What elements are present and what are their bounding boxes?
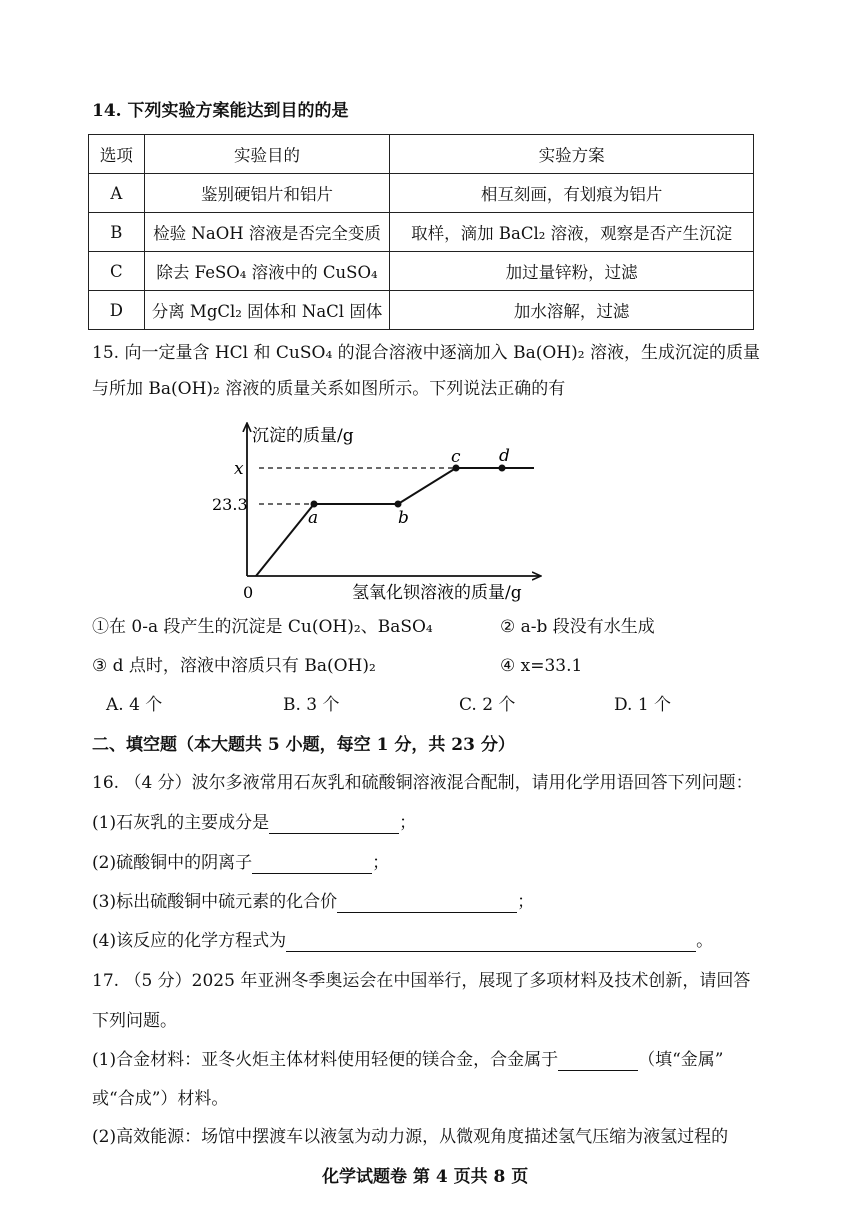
q15-statement-4: ④ x=33.1 xyxy=(500,656,583,676)
q17-p1-cont: 或“合成”）材料。 xyxy=(92,1089,229,1109)
row-plan: 加水溶解，过滤 xyxy=(390,291,754,330)
q16-p4-text: (4)该反应的化学方程式为 xyxy=(92,931,287,951)
data-series-line xyxy=(256,468,534,576)
row-option: D xyxy=(89,291,145,330)
q16-stem: 16. （4 分）波尔多液常用石灰乳和硫酸铜溶液混合配制，请用化学用语回答下列问题： xyxy=(92,773,753,793)
row-option: C xyxy=(89,252,145,291)
row-plan: 加过量锌粉，过滤 xyxy=(390,252,754,291)
y-tick-x: x xyxy=(234,459,244,479)
q15-statement-1: ①在 0-a 段产生的沉淀是 Cu(OH)₂、BaSO₄ xyxy=(92,617,433,637)
row-option: B xyxy=(89,213,145,252)
y-tick-23-3: 23.3 xyxy=(212,495,248,514)
semicolon: ； xyxy=(517,892,535,912)
q17-line1: 17. （5 分）2025 年亚洲冬季奥运会在中国举行，展现了多项材料及技术创新，请回答 xyxy=(92,971,751,991)
q17-p1 xyxy=(92,1049,723,1071)
row-option: A xyxy=(89,174,145,213)
q16-p1 xyxy=(92,812,416,834)
header-option: 选项 xyxy=(89,135,145,174)
q16-p4 xyxy=(92,930,713,952)
section-title: 二、填空题（本大题共 5 小题，每空 1 分，共 23 分） xyxy=(92,735,515,755)
period: 。 xyxy=(696,931,714,951)
option-b: B. 3 个 xyxy=(283,695,340,715)
q16-p3 xyxy=(92,891,534,913)
q15-line1: 15. 向一定量含 HCl 和 CuSO₄ 的混合溶液中逐滴加入 Ba(OH)₂ 溶液，生成沉淀的质量 xyxy=(92,343,760,363)
y-axis-label: 沉淀的质量/g xyxy=(252,426,354,446)
q16-p2 xyxy=(92,852,389,874)
row-purpose: 除去 FeSO₄ 溶液中的 CuSO₄ xyxy=(144,252,390,291)
row-purpose: 分离 MgCl₂ 固体和 NaCl 固体 xyxy=(144,291,390,330)
q15-statement-3: ③ d 点时，溶液中溶质只有 Ba(OH)₂ xyxy=(92,656,376,676)
header-plan: 实验方案 xyxy=(390,135,754,174)
q15-line2: 与所加 Ba(OH)₂ 溶液的质量关系如图所示。下列说法正确的有 xyxy=(92,379,566,399)
point-label-a: a xyxy=(308,508,319,528)
option-c: C. 2 个 xyxy=(459,695,516,715)
q17-p1-hint: （填“金属” xyxy=(638,1050,724,1070)
point-label-c: c xyxy=(451,447,461,467)
x-axis-label: 氢氧化钡溶液的质量/g xyxy=(352,583,522,603)
q16-p3-text: (3)标出硫酸铜中硫元素的化合价 xyxy=(92,892,338,912)
row-purpose: 检验 NaOH 溶液是否完全变质 xyxy=(144,213,390,252)
q16-p1-text: (1)石灰乳的主要成分是 xyxy=(92,813,270,833)
q17-p2: (2)高效能源：场馆中摆渡车以液氢为动力源，从微观角度描述氢气压缩为液氢过程的 xyxy=(92,1127,729,1147)
answer-blank[interactable] xyxy=(558,1052,638,1071)
header-purpose: 实验目的 xyxy=(144,135,390,174)
answer-blank[interactable] xyxy=(337,894,517,913)
q17-p1-text: (1)合金材料：亚冬火炬主体材料使用轻便的镁合金，合金属于 xyxy=(92,1050,559,1070)
answer-blank[interactable] xyxy=(252,855,372,874)
point-b xyxy=(395,501,402,508)
row-plan: 相互刻画，有划痕为铝片 xyxy=(390,174,754,213)
answer-blank[interactable] xyxy=(269,815,399,834)
semicolon: ； xyxy=(399,813,417,833)
option-a: A. 4 个 xyxy=(106,695,163,715)
page-footer: 化学试题卷 第 4 页共 8 页 xyxy=(322,1167,529,1187)
q14-stem: 14. 下列实验方案能达到目的的是 xyxy=(92,101,349,121)
origin-label: 0 xyxy=(243,583,254,602)
semicolon: ； xyxy=(372,853,390,873)
q15-statement-2: ② a-b 段没有水生成 xyxy=(500,617,655,637)
option-d: D. 1 个 xyxy=(614,695,672,715)
point-label-b: b xyxy=(398,508,409,528)
q16-p2-text: (2)硫酸铜中的阴离子 xyxy=(92,853,253,873)
row-purpose: 鉴别硬铝片和铝片 xyxy=(144,174,390,213)
point-label-d: d xyxy=(499,446,510,466)
answer-blank[interactable] xyxy=(286,933,696,952)
point-a xyxy=(311,501,318,508)
q17-line2: 下列问题。 xyxy=(92,1011,177,1031)
row-plan: 取样，滴加 BaCl₂ 溶液，观察是否产生沉淀 xyxy=(390,213,754,252)
